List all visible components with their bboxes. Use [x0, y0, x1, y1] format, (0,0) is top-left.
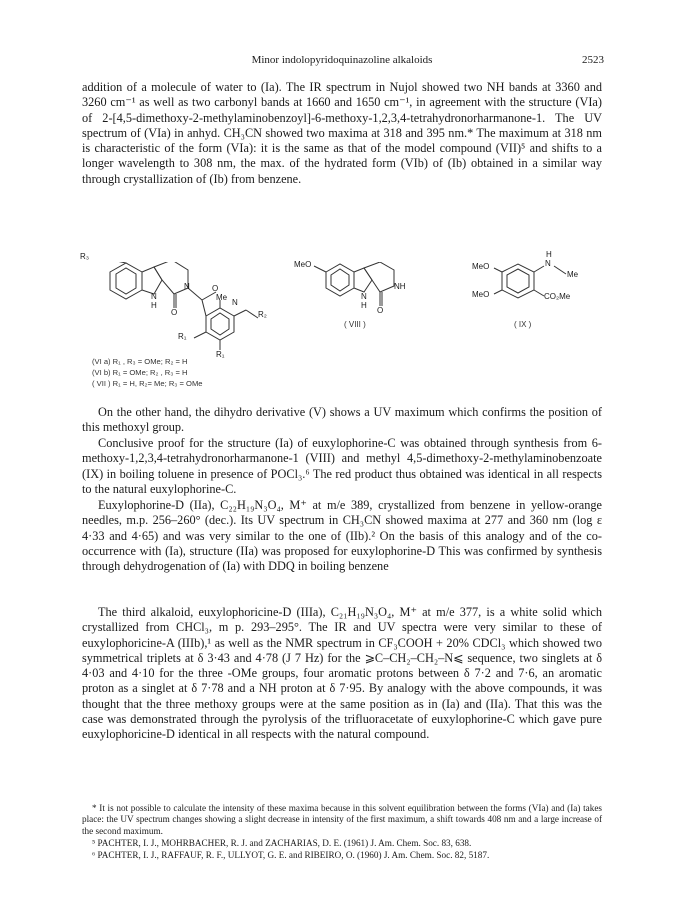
label-n-amide: N: [184, 282, 190, 291]
label-o-keto: O: [212, 284, 219, 293]
label-co2me-ix: CO₂Me: [544, 292, 571, 301]
figure-legend: [92, 356, 203, 389]
label-me-ix: Me: [567, 270, 579, 279]
caption-viii: ( VIII ): [344, 320, 366, 329]
label-n-indole: N: [151, 292, 157, 301]
paragraph-4: Euxylophorine-D (IIa), C₂₂H₁₉N₃O₄, M⁺ at m/e 389, crystallized from benzene in yellow-orange needles, m.p. 256–260° (dec.). Its UV spectrum in CH₃CN showed maxima at 277 and 360 nm (log ε 4·33 and 4·65) and was very similar to the one of (IIb).² On the basis of this analogy and of the co-occurrence with (Ia), structure (IIa) was proposed for euxylophorine-D This was confirmed by synthesis through dehydrogenation of (Ia) with DDQ in boiling benzene: [82, 498, 602, 574]
legend-line-via: (VI a) R₁ , R₃ = OMe; R₂ = H: [92, 357, 188, 366]
label-meo-ix-bottom: MeO: [472, 290, 490, 299]
paragraph-2: On the other hand, the dihydro derivative (V) shows a UV maximum which confirms the position of this methoxyl group.: [82, 405, 602, 435]
label-r3: R₃: [80, 252, 90, 261]
paragraph-3: Conclusive proof for the structure (Ia) of euxylophorine-C was obtained through synthesis from 6-methoxy-1,2,3,4-tetrahydronorharmanone-1 (VIII) and methyl 4,5-dimethoxy-2-methylaminobenzoate (IX) in boiling toluene in presence of POCl₃.⁶ The red product thus obtained was identical in all respects to the natural euxylophorine-C.: [82, 436, 602, 496]
running-title: Minor indolopyridoquinazoline alkaloids: [251, 54, 433, 66]
label-r1-left: R₁: [178, 332, 187, 341]
footnote-asterisk: * It is not possible to calculate the intensity of these maxima because in this solvent equilibration between the forms (VIa) and (Ia) takes place: the UV spectrum changes showing a slight decrease in intensity of the first maximum, a shift towards 408 nm and a large increase of the second maximum.: [82, 803, 602, 836]
paragraph-5: The third alkaloid, euxylophoricine-D (IIIa), C₂₁H₁₉N₃O₄, M⁺ at m/e 377, is a white solid which crystallized from CHCl₃, m p. 293–295°. The IR and UV spectra were very similar to these of euxylophoricine-A (IIIb),¹ as well as the NMR spectrum in CF₃COOH + 20% CDCl₃ which showed two symmetrical triplets at δ 3·43 and 4·78 (J 7 Hz) for the ⩾C–CH₂–CH₂–N⩽ sequence, two singlets at δ 4·03 and 4·10 for the three -OMe groups, four aromatic protons between δ 7·2 and 7·6, an aromatic proton as a singlet at δ 7·78 and a NH proton at δ 7·95. By analogy with the above compounds, it was thought that the three methoxy groups were at the same position as in (Ia) and (IIa). That this was the case was demonstrated through the pyrolysis of the trifluoracetate of euxylophorine-C which gave pure euxylophoricine-D identical in all respects with the natural compound.: [82, 605, 602, 742]
label-h-ix: H: [546, 250, 552, 259]
label-n-viii: N: [361, 292, 367, 301]
label-h-indole: H: [151, 301, 157, 310]
structure-viii-rings: [314, 262, 394, 306]
legend-line-vib: (VI b) R₁ = OMe; R₂ , R₃ = H: [92, 368, 188, 377]
label-me-top: Me: [216, 293, 228, 302]
footnote-5: ⁵ PACHTER, I. J., MOHRBACHER, R. J. and ZACHARIAS, D. E. (1961) J. Am. Chem. Soc. 83, 638.: [92, 838, 472, 848]
paragraph-1: addition of a molecule of water to (Ia). The IR spectrum in Nujol showed two NH bands at 3360 and 3260 cm⁻¹ as well as two carbonyl bands at 1660 and 1650 cm⁻¹, in agreement with the structure (VIa) of 2-[4,5-dimethoxy-2-methylaminobenzoyl]-6-methoxy-1,2,3,4-tetrahydronorharmanone-1. The UV spectrum of (VIa) in anhyd. CH₃CN showed two maxima at 318 and 395 nm.* The maximum at 318 nm is characteristic of the form (VIa): it is the same as that of the model compound (VII)⁵ and shifts to a longer wavelength to 308 nm, the max. of the hydrated form (VIb) of (Ib) obtained in a similar way through crystallization of (Ib) from benzene.: [82, 80, 602, 186]
page-number: 2523: [582, 54, 604, 66]
label-r1-bottom: R₁: [216, 350, 225, 359]
caption-ix: ( IX ): [514, 320, 532, 329]
label-n-amine: N: [232, 298, 238, 307]
label-h-viii: H: [361, 301, 367, 310]
label-o-viii: O: [377, 306, 384, 315]
footnote-6: ⁶ PACHTER, I. J., RAFFAUF, R. F., ULLYOT, G. E. and RIBEIRO, O. (1960) J. Am. Chem. Soc. 82, 5187.: [92, 850, 490, 860]
label-meo-ix-top: MeO: [472, 262, 490, 271]
label-o-lactam: O: [171, 308, 178, 317]
label-nh-viii: NH: [394, 282, 406, 291]
label-meo-viii: MeO: [294, 260, 312, 269]
legend-line-vii: ( VII ) R₁ = H, R₂= Me; R₃ = OMe: [92, 379, 203, 388]
label-n-ix: N: [545, 259, 551, 268]
label-r2: R₂: [258, 310, 267, 319]
